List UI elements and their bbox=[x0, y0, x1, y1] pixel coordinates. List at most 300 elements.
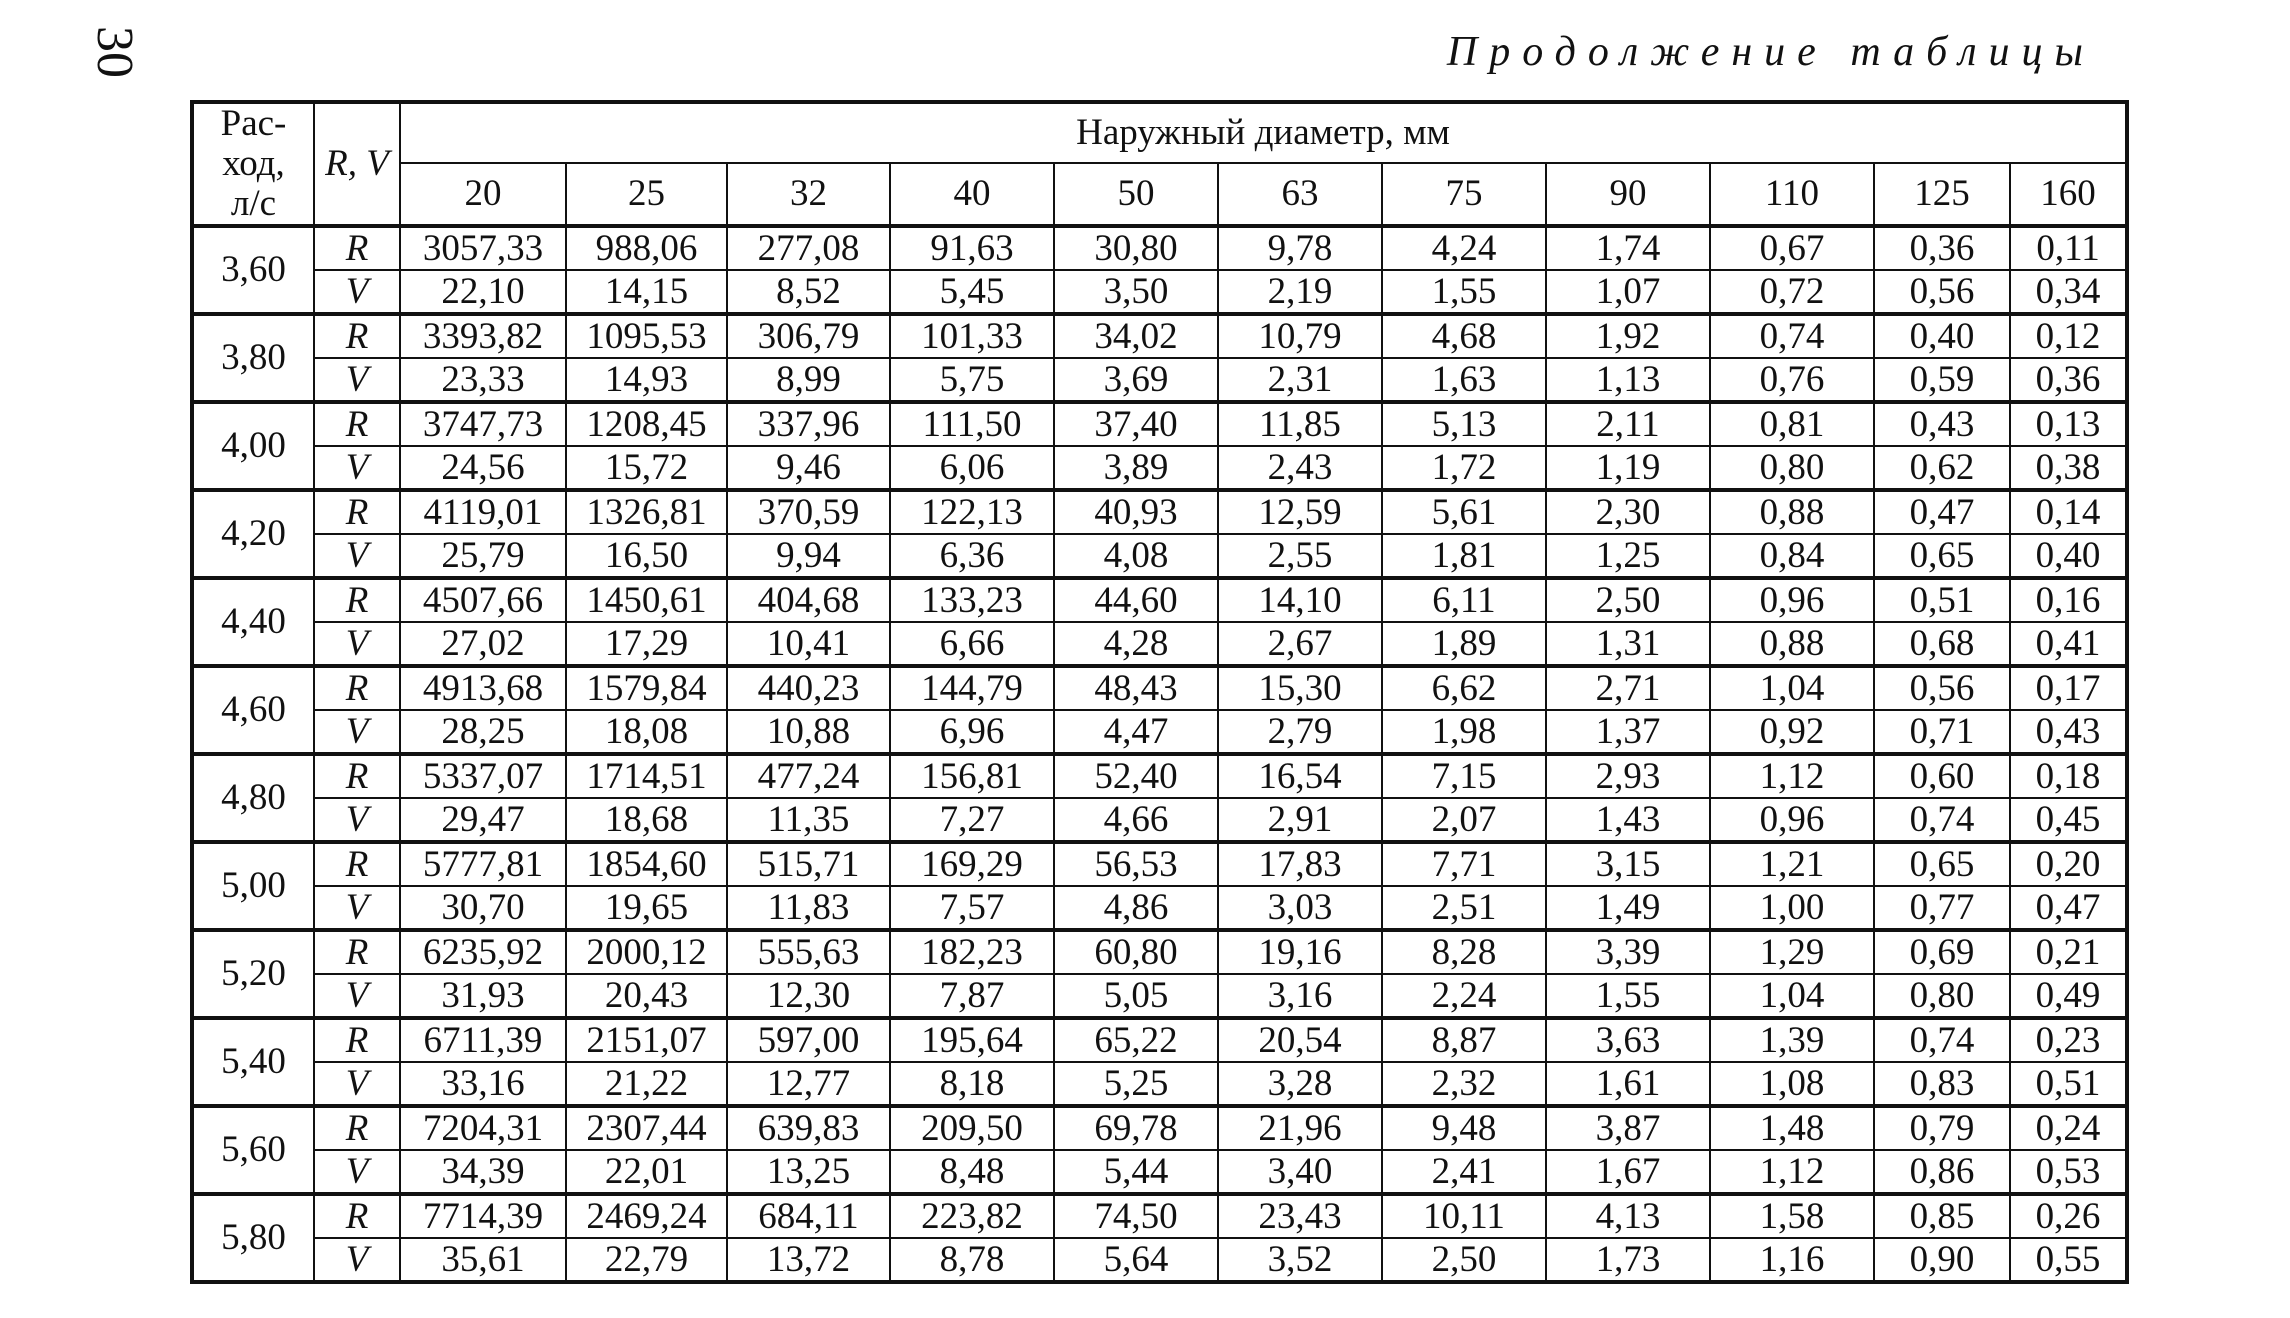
value-cell: 477,24 bbox=[727, 754, 890, 798]
param-label: R bbox=[314, 490, 400, 534]
value-cell: 0,12 bbox=[2010, 314, 2127, 358]
param-label: V bbox=[314, 798, 400, 842]
value-cell: 0,40 bbox=[2010, 534, 2127, 578]
param-label: R bbox=[314, 1194, 400, 1238]
param-label: V bbox=[314, 534, 400, 578]
value-cell: 1,12 bbox=[1710, 754, 1874, 798]
table-row bbox=[192, 578, 2127, 622]
value-cell: 2307,44 bbox=[566, 1106, 727, 1150]
value-cell: 65,22 bbox=[1054, 1018, 1218, 1062]
value-cell: 10,79 bbox=[1218, 314, 1382, 358]
table-row bbox=[192, 754, 2127, 798]
value-cell: 0,26 bbox=[2010, 1194, 2127, 1238]
value-cell: 12,30 bbox=[727, 974, 890, 1018]
value-cell: 2,93 bbox=[1546, 754, 1710, 798]
rv-column-header: R, V bbox=[314, 102, 400, 226]
value-cell: 7,71 bbox=[1382, 842, 1546, 886]
value-cell: 13,25 bbox=[727, 1150, 890, 1194]
value-cell: 2,55 bbox=[1218, 534, 1382, 578]
diameter-header: 20 bbox=[400, 163, 566, 226]
value-cell: 34,39 bbox=[400, 1150, 566, 1194]
value-cell: 4,68 bbox=[1382, 314, 1546, 358]
value-cell: 1,49 bbox=[1546, 886, 1710, 930]
value-cell: 14,93 bbox=[566, 358, 727, 402]
value-cell: 156,81 bbox=[890, 754, 1054, 798]
value-cell: 11,85 bbox=[1218, 402, 1382, 446]
value-cell: 0,62 bbox=[1874, 446, 2010, 490]
value-cell: 3057,33 bbox=[400, 226, 566, 270]
value-cell: 4507,66 bbox=[400, 578, 566, 622]
diameter-header: 75 bbox=[1382, 163, 1546, 226]
value-cell: 15,30 bbox=[1218, 666, 1382, 710]
value-cell: 4,28 bbox=[1054, 622, 1218, 666]
value-cell: 5,61 bbox=[1382, 490, 1546, 534]
value-cell: 209,50 bbox=[890, 1106, 1054, 1150]
value-cell: 1,67 bbox=[1546, 1150, 1710, 1194]
value-cell: 20,43 bbox=[566, 974, 727, 1018]
value-cell: 2,30 bbox=[1546, 490, 1710, 534]
table-row bbox=[192, 226, 2127, 270]
value-cell: 0,90 bbox=[1874, 1238, 2010, 1282]
value-cell: 9,46 bbox=[727, 446, 890, 490]
table-row bbox=[192, 1150, 2127, 1194]
value-cell: 404,68 bbox=[727, 578, 890, 622]
value-cell: 0,92 bbox=[1710, 710, 1874, 754]
param-label: V bbox=[314, 1150, 400, 1194]
value-cell: 30,80 bbox=[1054, 226, 1218, 270]
value-cell: 2151,07 bbox=[566, 1018, 727, 1062]
diameter-header-row bbox=[192, 163, 2127, 226]
value-cell: 0,65 bbox=[1874, 534, 2010, 578]
value-cell: 23,33 bbox=[400, 358, 566, 402]
value-cell: 3,69 bbox=[1054, 358, 1218, 402]
value-cell: 2,41 bbox=[1382, 1150, 1546, 1194]
param-label: R bbox=[314, 314, 400, 358]
value-cell: 24,56 bbox=[400, 446, 566, 490]
value-cell: 0,55 bbox=[2010, 1238, 2127, 1282]
table-row bbox=[192, 886, 2127, 930]
value-cell: 2,31 bbox=[1218, 358, 1382, 402]
param-label: V bbox=[314, 1062, 400, 1106]
value-cell: 5,75 bbox=[890, 358, 1054, 402]
value-cell: 1,04 bbox=[1710, 666, 1874, 710]
flow-header-line: Рас- bbox=[220, 103, 287, 144]
value-cell: 1,55 bbox=[1382, 270, 1546, 314]
table-row bbox=[192, 622, 2127, 666]
value-cell: 0,11 bbox=[2010, 226, 2127, 270]
value-cell: 0,74 bbox=[1874, 1018, 2010, 1062]
value-cell: 28,25 bbox=[400, 710, 566, 754]
diameter-header: 63 bbox=[1218, 163, 1382, 226]
value-cell: 3,03 bbox=[1218, 886, 1382, 930]
param-label: R bbox=[314, 930, 400, 974]
param-label: R bbox=[314, 1106, 400, 1150]
diameter-group-header: Наружный диаметр, мм bbox=[400, 102, 2127, 163]
value-cell: 44,60 bbox=[1054, 578, 1218, 622]
value-cell: 4,13 bbox=[1546, 1194, 1710, 1238]
value-cell: 6,62 bbox=[1382, 666, 1546, 710]
value-cell: 6711,39 bbox=[400, 1018, 566, 1062]
value-cell: 0,81 bbox=[1710, 402, 1874, 446]
value-cell: 4,86 bbox=[1054, 886, 1218, 930]
value-cell: 8,28 bbox=[1382, 930, 1546, 974]
value-cell: 0,23 bbox=[2010, 1018, 2127, 1062]
value-cell: 56,53 bbox=[1054, 842, 1218, 886]
value-cell: 195,64 bbox=[890, 1018, 1054, 1062]
param-label: R bbox=[314, 226, 400, 270]
value-cell: 11,83 bbox=[727, 886, 890, 930]
param-label: R bbox=[314, 402, 400, 446]
table-row bbox=[192, 270, 2127, 314]
value-cell: 6,36 bbox=[890, 534, 1054, 578]
value-cell: 14,10 bbox=[1218, 578, 1382, 622]
value-cell: 0,14 bbox=[2010, 490, 2127, 534]
value-cell: 1,13 bbox=[1546, 358, 1710, 402]
value-cell: 2,79 bbox=[1218, 710, 1382, 754]
value-cell: 1095,53 bbox=[566, 314, 727, 358]
flow-cell: 4,00 bbox=[192, 402, 314, 490]
value-cell: 684,11 bbox=[727, 1194, 890, 1238]
value-cell: 277,08 bbox=[727, 226, 890, 270]
flow-cell: 5,80 bbox=[192, 1194, 314, 1282]
value-cell: 30,70 bbox=[400, 886, 566, 930]
param-label: R bbox=[314, 666, 400, 710]
value-cell: 15,72 bbox=[566, 446, 727, 490]
flow-cell: 5,60 bbox=[192, 1106, 314, 1194]
value-cell: 19,65 bbox=[566, 886, 727, 930]
table-row bbox=[192, 402, 2127, 446]
value-cell: 6235,92 bbox=[400, 930, 566, 974]
value-cell: 2,50 bbox=[1546, 578, 1710, 622]
value-cell: 0,80 bbox=[1710, 446, 1874, 490]
value-cell: 1,37 bbox=[1546, 710, 1710, 754]
value-cell: 0,49 bbox=[2010, 974, 2127, 1018]
table-row bbox=[192, 1106, 2127, 1150]
value-cell: 1,21 bbox=[1710, 842, 1874, 886]
value-cell: 0,21 bbox=[2010, 930, 2127, 974]
value-cell: 3,28 bbox=[1218, 1062, 1382, 1106]
value-cell: 3,15 bbox=[1546, 842, 1710, 886]
value-cell: 7,27 bbox=[890, 798, 1054, 842]
value-cell: 60,80 bbox=[1054, 930, 1218, 974]
value-cell: 0,40 bbox=[1874, 314, 2010, 358]
value-cell: 2,51 bbox=[1382, 886, 1546, 930]
value-cell: 52,40 bbox=[1054, 754, 1218, 798]
value-cell: 35,61 bbox=[400, 1238, 566, 1282]
value-cell: 1,07 bbox=[1546, 270, 1710, 314]
value-cell: 0,83 bbox=[1874, 1062, 2010, 1106]
value-cell: 12,59 bbox=[1218, 490, 1382, 534]
value-cell: 21,96 bbox=[1218, 1106, 1382, 1150]
value-cell: 122,13 bbox=[890, 490, 1054, 534]
value-cell: 1,58 bbox=[1710, 1194, 1874, 1238]
value-cell: 0,38 bbox=[2010, 446, 2127, 490]
value-cell: 1,92 bbox=[1546, 314, 1710, 358]
value-cell: 1,72 bbox=[1382, 446, 1546, 490]
value-cell: 4,47 bbox=[1054, 710, 1218, 754]
value-cell: 4913,68 bbox=[400, 666, 566, 710]
value-cell: 9,94 bbox=[727, 534, 890, 578]
diameter-header: 50 bbox=[1054, 163, 1218, 226]
value-cell: 33,16 bbox=[400, 1062, 566, 1106]
value-cell: 0,17 bbox=[2010, 666, 2127, 710]
value-cell: 0,85 bbox=[1874, 1194, 2010, 1238]
value-cell: 0,88 bbox=[1710, 622, 1874, 666]
value-cell: 10,11 bbox=[1382, 1194, 1546, 1238]
table-row bbox=[192, 1194, 2127, 1238]
value-cell: 3,89 bbox=[1054, 446, 1218, 490]
value-cell: 19,16 bbox=[1218, 930, 1382, 974]
page-number: 30 bbox=[86, 26, 143, 78]
value-cell: 2,11 bbox=[1546, 402, 1710, 446]
value-cell: 6,66 bbox=[890, 622, 1054, 666]
value-cell: 0,72 bbox=[1710, 270, 1874, 314]
value-cell: 101,33 bbox=[890, 314, 1054, 358]
table-row bbox=[192, 974, 2127, 1018]
value-cell: 0,20 bbox=[2010, 842, 2127, 886]
value-cell: 1,61 bbox=[1546, 1062, 1710, 1106]
value-cell: 1,81 bbox=[1382, 534, 1546, 578]
value-cell: 14,15 bbox=[566, 270, 727, 314]
value-cell: 1,73 bbox=[1546, 1238, 1710, 1282]
value-cell: 2469,24 bbox=[566, 1194, 727, 1238]
value-cell: 2,19 bbox=[1218, 270, 1382, 314]
value-cell: 0,65 bbox=[1874, 842, 2010, 886]
value-cell: 3,16 bbox=[1218, 974, 1382, 1018]
flow-column-header bbox=[192, 102, 314, 226]
flow-cell: 5,20 bbox=[192, 930, 314, 1018]
value-cell: 5,25 bbox=[1054, 1062, 1218, 1106]
value-cell: 639,83 bbox=[727, 1106, 890, 1150]
value-cell: 11,35 bbox=[727, 798, 890, 842]
value-cell: 8,78 bbox=[890, 1238, 1054, 1282]
value-cell: 1,39 bbox=[1710, 1018, 1874, 1062]
value-cell: 5777,81 bbox=[400, 842, 566, 886]
value-cell: 306,79 bbox=[727, 314, 890, 358]
table-row bbox=[192, 666, 2127, 710]
value-cell: 8,99 bbox=[727, 358, 890, 402]
value-cell: 3,63 bbox=[1546, 1018, 1710, 1062]
diameter-header: 25 bbox=[566, 163, 727, 226]
param-label: V bbox=[314, 446, 400, 490]
param-label: V bbox=[314, 270, 400, 314]
value-cell: 2,71 bbox=[1546, 666, 1710, 710]
value-cell: 0,96 bbox=[1710, 798, 1874, 842]
value-cell: 1854,60 bbox=[566, 842, 727, 886]
table-row bbox=[192, 1018, 2127, 1062]
value-cell: 5,45 bbox=[890, 270, 1054, 314]
value-cell: 0,68 bbox=[1874, 622, 2010, 666]
value-cell: 3393,82 bbox=[400, 314, 566, 358]
value-cell: 2,91 bbox=[1218, 798, 1382, 842]
value-cell: 10,41 bbox=[727, 622, 890, 666]
flow-cell: 4,80 bbox=[192, 754, 314, 842]
value-cell: 1,89 bbox=[1382, 622, 1546, 666]
value-cell: 169,29 bbox=[890, 842, 1054, 886]
value-cell: 5,13 bbox=[1382, 402, 1546, 446]
value-cell: 3,39 bbox=[1546, 930, 1710, 974]
value-cell: 133,23 bbox=[890, 578, 1054, 622]
param-label: V bbox=[314, 1238, 400, 1282]
table-row bbox=[192, 446, 2127, 490]
value-cell: 0,43 bbox=[2010, 710, 2127, 754]
value-cell: 18,08 bbox=[566, 710, 727, 754]
value-cell: 0,60 bbox=[1874, 754, 2010, 798]
value-cell: 10,88 bbox=[727, 710, 890, 754]
table-row bbox=[192, 798, 2127, 842]
value-cell: 4119,01 bbox=[400, 490, 566, 534]
value-cell: 2,43 bbox=[1218, 446, 1382, 490]
value-cell: 3,50 bbox=[1054, 270, 1218, 314]
value-cell: 0,80 bbox=[1874, 974, 2010, 1018]
value-cell: 1,31 bbox=[1546, 622, 1710, 666]
table-row bbox=[192, 314, 2127, 358]
value-cell: 0,36 bbox=[1874, 226, 2010, 270]
value-cell: 3,52 bbox=[1218, 1238, 1382, 1282]
value-cell: 6,06 bbox=[890, 446, 1054, 490]
value-cell: 0,77 bbox=[1874, 886, 2010, 930]
value-cell: 0,24 bbox=[2010, 1106, 2127, 1150]
value-cell: 9,78 bbox=[1218, 226, 1382, 270]
value-cell: 0,69 bbox=[1874, 930, 2010, 974]
value-cell: 17,29 bbox=[566, 622, 727, 666]
value-cell: 16,54 bbox=[1218, 754, 1382, 798]
value-cell: 144,79 bbox=[890, 666, 1054, 710]
value-cell: 370,59 bbox=[727, 490, 890, 534]
value-cell: 7,57 bbox=[890, 886, 1054, 930]
value-cell: 8,18 bbox=[890, 1062, 1054, 1106]
table-row bbox=[192, 358, 2127, 402]
diameter-header: 125 bbox=[1874, 163, 2010, 226]
value-cell: 337,96 bbox=[727, 402, 890, 446]
value-cell: 5,05 bbox=[1054, 974, 1218, 1018]
flow-cell: 5,40 bbox=[192, 1018, 314, 1106]
value-cell: 555,63 bbox=[727, 930, 890, 974]
value-cell: 0,51 bbox=[2010, 1062, 2127, 1106]
flow-cell: 4,60 bbox=[192, 666, 314, 754]
value-cell: 4,66 bbox=[1054, 798, 1218, 842]
param-label: V bbox=[314, 358, 400, 402]
value-cell: 0,74 bbox=[1710, 314, 1874, 358]
value-cell: 2,67 bbox=[1218, 622, 1382, 666]
table-row bbox=[192, 710, 2127, 754]
value-cell: 31,93 bbox=[400, 974, 566, 1018]
value-cell: 0,51 bbox=[1874, 578, 2010, 622]
value-cell: 1,55 bbox=[1546, 974, 1710, 1018]
value-cell: 9,48 bbox=[1382, 1106, 1546, 1150]
value-cell: 223,82 bbox=[890, 1194, 1054, 1238]
table-continuation-caption: Продолжение таблицы bbox=[1446, 29, 2095, 75]
hydraulic-table bbox=[190, 100, 2129, 1284]
param-label: V bbox=[314, 622, 400, 666]
value-cell: 1,48 bbox=[1710, 1106, 1874, 1150]
value-cell: 1,29 bbox=[1710, 930, 1874, 974]
value-cell: 0,18 bbox=[2010, 754, 2127, 798]
param-label: V bbox=[314, 710, 400, 754]
value-cell: 1,04 bbox=[1710, 974, 1874, 1018]
value-cell: 0,13 bbox=[2010, 402, 2127, 446]
param-label: V bbox=[314, 974, 400, 1018]
value-cell: 0,47 bbox=[2010, 886, 2127, 930]
value-cell: 4,24 bbox=[1382, 226, 1546, 270]
param-label: R bbox=[314, 842, 400, 886]
value-cell: 0,76 bbox=[1710, 358, 1874, 402]
value-cell: 0,84 bbox=[1710, 534, 1874, 578]
value-cell: 988,06 bbox=[566, 226, 727, 270]
param-label: R bbox=[314, 578, 400, 622]
value-cell: 0,74 bbox=[1874, 798, 2010, 842]
value-cell: 2,32 bbox=[1382, 1062, 1546, 1106]
value-cell: 8,48 bbox=[890, 1150, 1054, 1194]
value-cell: 29,47 bbox=[400, 798, 566, 842]
value-cell: 7714,39 bbox=[400, 1194, 566, 1238]
value-cell: 0,47 bbox=[1874, 490, 2010, 534]
value-cell: 1,98 bbox=[1382, 710, 1546, 754]
value-cell: 2000,12 bbox=[566, 930, 727, 974]
value-cell: 0,86 bbox=[1874, 1150, 2010, 1194]
table-row bbox=[192, 534, 2127, 578]
value-cell: 0,56 bbox=[1874, 666, 2010, 710]
flow-cell: 4,40 bbox=[192, 578, 314, 666]
table-row bbox=[192, 842, 2127, 886]
value-cell: 7204,31 bbox=[400, 1106, 566, 1150]
value-cell: 1,19 bbox=[1546, 446, 1710, 490]
value-cell: 0,71 bbox=[1874, 710, 2010, 754]
value-cell: 27,02 bbox=[400, 622, 566, 666]
diameter-header: 110 bbox=[1710, 163, 1874, 226]
value-cell: 34,02 bbox=[1054, 314, 1218, 358]
value-cell: 7,15 bbox=[1382, 754, 1546, 798]
table-row bbox=[192, 490, 2127, 534]
value-cell: 1,43 bbox=[1546, 798, 1710, 842]
flow-header-line: ход, bbox=[222, 143, 285, 184]
diameter-header: 160 bbox=[2010, 163, 2127, 226]
value-cell: 37,40 bbox=[1054, 402, 1218, 446]
value-cell: 25,79 bbox=[400, 534, 566, 578]
value-cell: 8,52 bbox=[727, 270, 890, 314]
value-cell: 22,10 bbox=[400, 270, 566, 314]
flow-cell: 5,00 bbox=[192, 842, 314, 930]
value-cell: 1208,45 bbox=[566, 402, 727, 446]
value-cell: 1714,51 bbox=[566, 754, 727, 798]
value-cell: 0,59 bbox=[1874, 358, 2010, 402]
value-cell: 111,50 bbox=[890, 402, 1054, 446]
value-cell: 3,40 bbox=[1218, 1150, 1382, 1194]
table-row bbox=[192, 930, 2127, 974]
value-cell: 1326,81 bbox=[566, 490, 727, 534]
value-cell: 0,36 bbox=[2010, 358, 2127, 402]
param-label: R bbox=[314, 1018, 400, 1062]
value-cell: 0,96 bbox=[1710, 578, 1874, 622]
value-cell: 1450,61 bbox=[566, 578, 727, 622]
value-cell: 0,43 bbox=[1874, 402, 2010, 446]
value-cell: 23,43 bbox=[1218, 1194, 1382, 1238]
value-cell: 2,07 bbox=[1382, 798, 1546, 842]
value-cell: 0,45 bbox=[2010, 798, 2127, 842]
value-cell: 4,08 bbox=[1054, 534, 1218, 578]
diameter-header: 40 bbox=[890, 163, 1054, 226]
value-cell: 5,44 bbox=[1054, 1150, 1218, 1194]
value-cell: 1,63 bbox=[1382, 358, 1546, 402]
value-cell: 6,11 bbox=[1382, 578, 1546, 622]
value-cell: 0,88 bbox=[1710, 490, 1874, 534]
value-cell: 1,08 bbox=[1710, 1062, 1874, 1106]
value-cell: 1,74 bbox=[1546, 226, 1710, 270]
value-cell: 16,50 bbox=[566, 534, 727, 578]
value-cell: 0,56 bbox=[1874, 270, 2010, 314]
diameter-header: 32 bbox=[727, 163, 890, 226]
value-cell: 515,71 bbox=[727, 842, 890, 886]
